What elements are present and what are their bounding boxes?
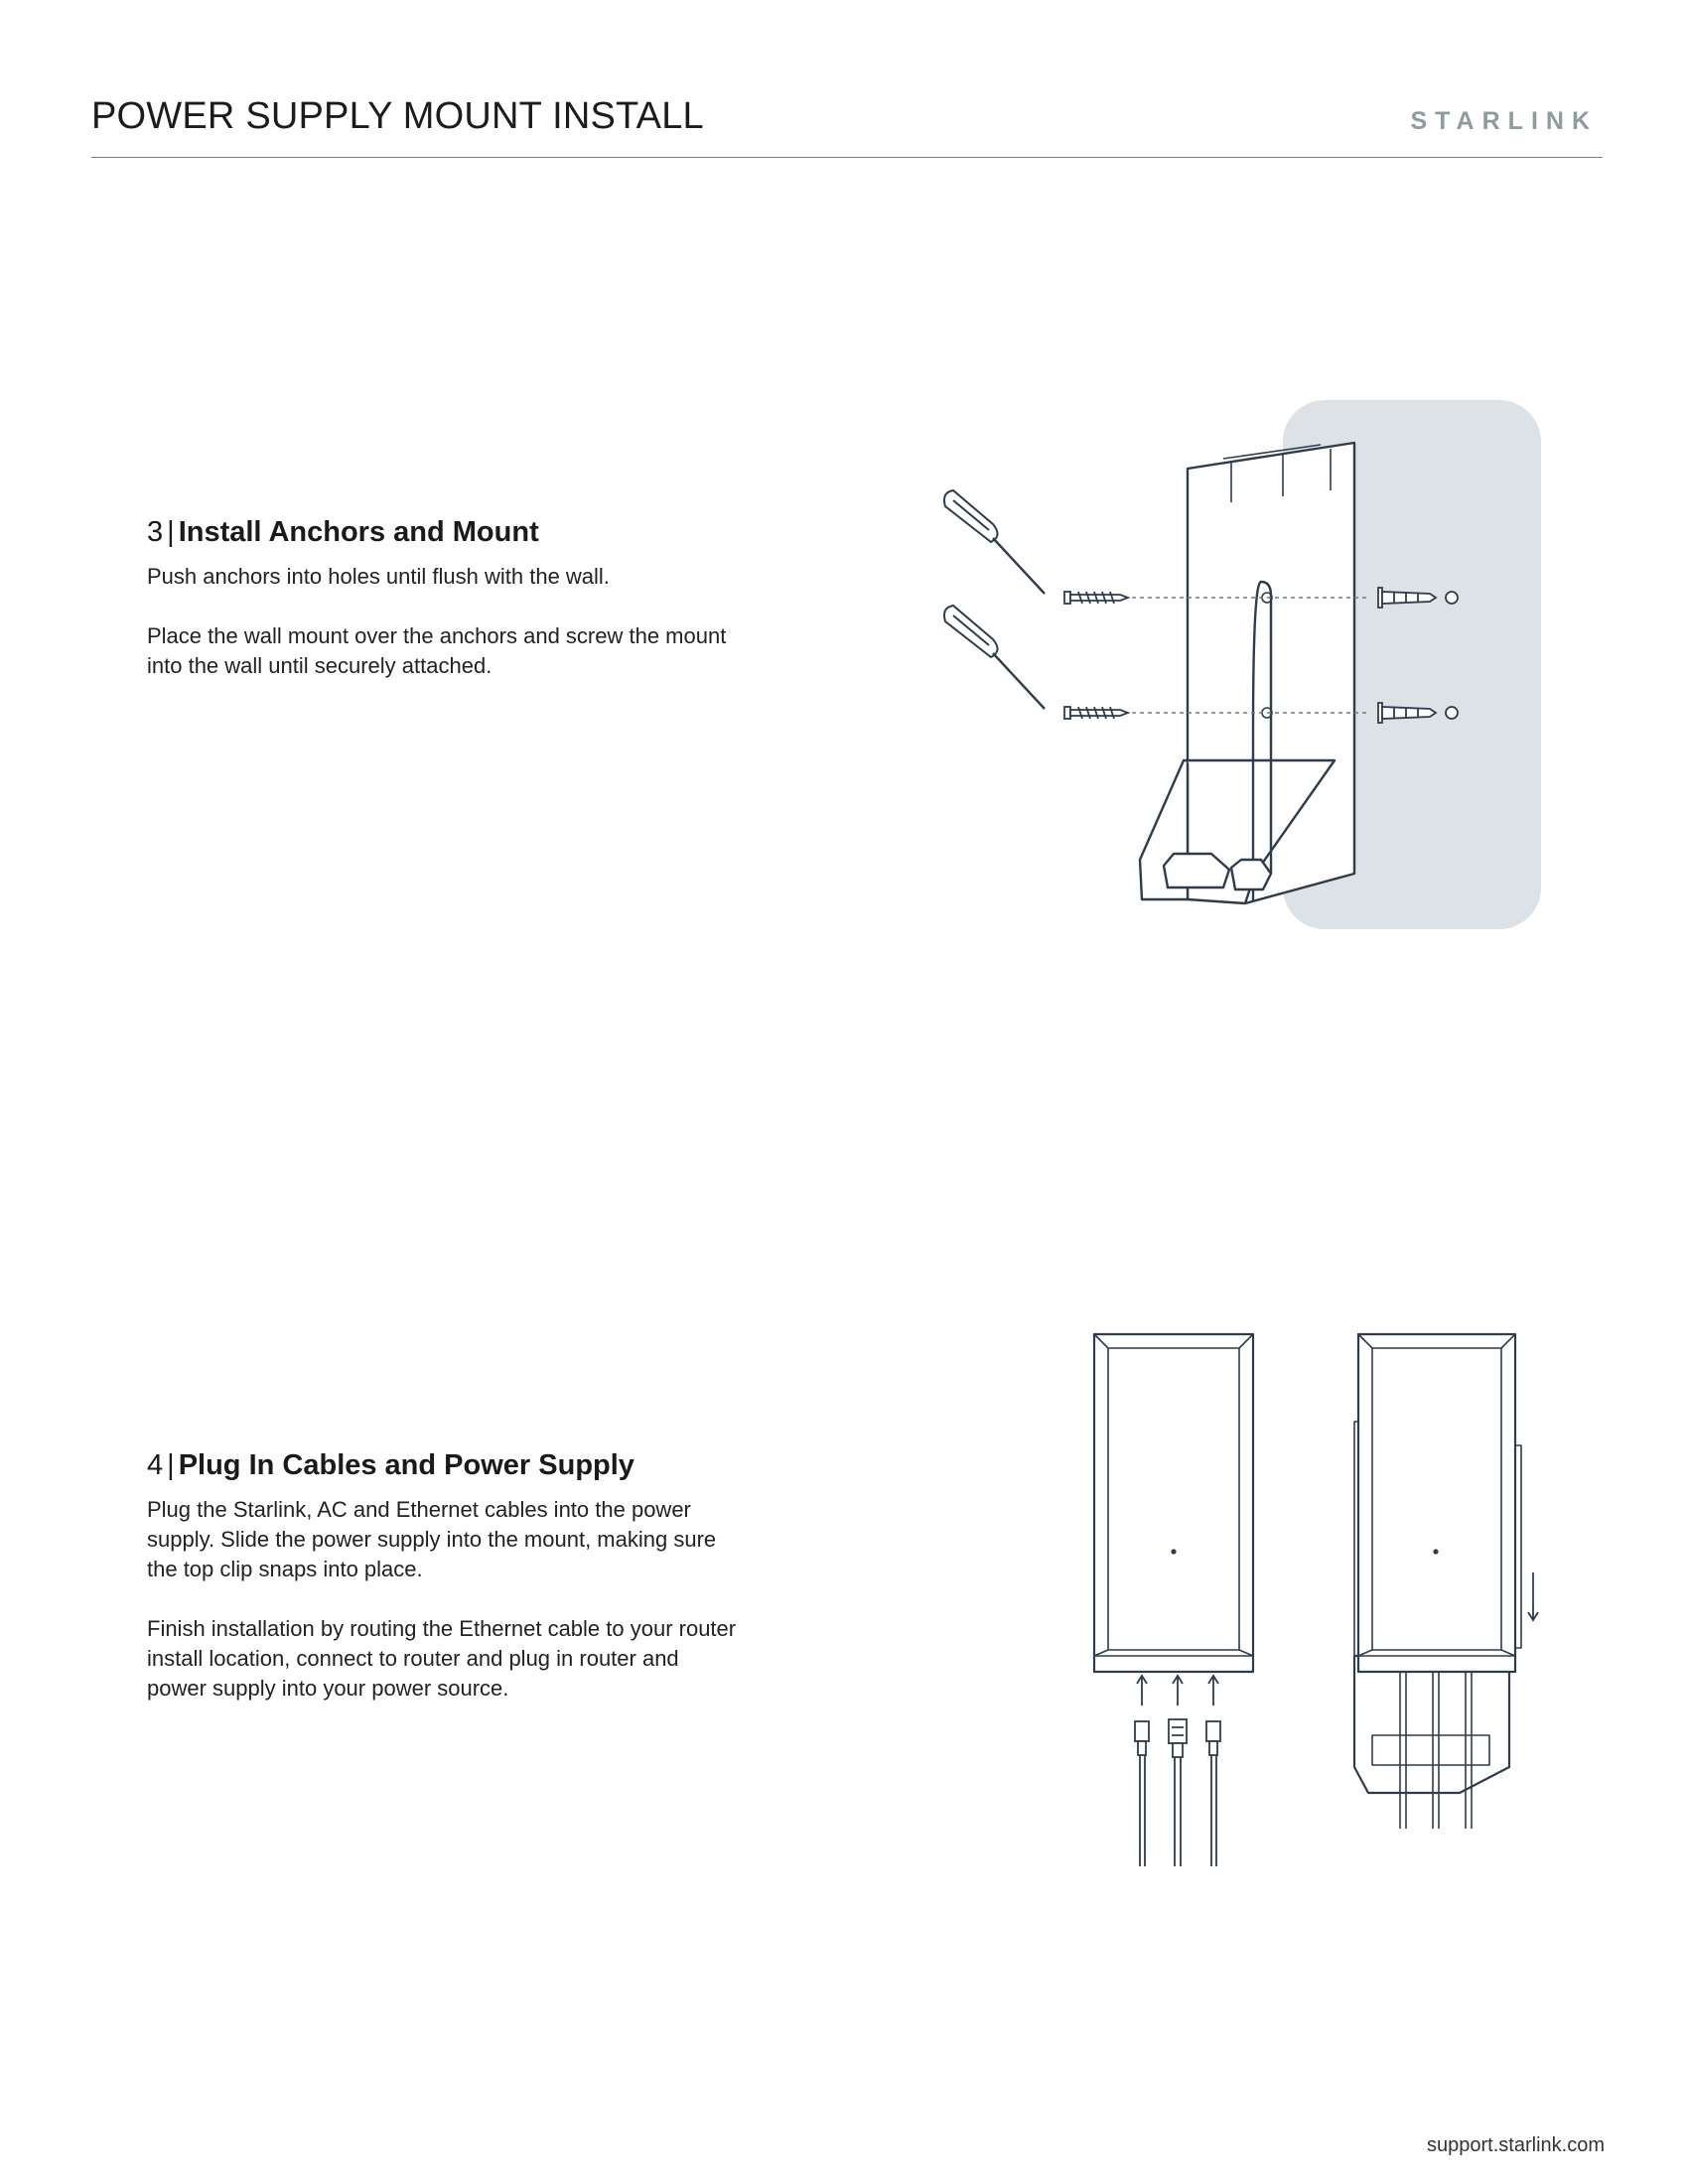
step-3-number: 3 (147, 516, 164, 548)
step-4-separator: | (167, 1449, 175, 1481)
step-3-heading (147, 514, 743, 550)
mount-install-illustration (933, 397, 1549, 953)
screw-icon (1064, 592, 1128, 604)
wall-mount-bracket (1140, 443, 1354, 903)
power-supply-install-illustration (1082, 1320, 1539, 1876)
screw-icon (1064, 707, 1128, 719)
cable-plug-icon (1135, 1719, 1220, 1866)
step-4-section (147, 1447, 743, 1733)
header-divider (91, 157, 1603, 158)
step-3-separator: | (167, 516, 175, 548)
installed-power-supply (1354, 1334, 1521, 1829)
step-4-number: 4 (147, 1449, 164, 1481)
arrow-up-icon (1137, 1676, 1218, 1706)
power-supply-unit (1094, 1334, 1253, 1672)
step-4-title: Plug In Cables and Power Supply (178, 1449, 634, 1481)
step-4-heading (147, 1447, 743, 1483)
step-3-section (147, 514, 743, 711)
brand-logo: STARLINK (1410, 107, 1598, 135)
step-3-paragraph: Push anchors into holes until flush with the wall. (147, 564, 610, 589)
step-4-paragraph: Plug the Starlink, AC and Ethernet cables into the power supply. Slide the power supply into the mount, making sure the top clip snaps into place. (147, 1497, 717, 1581)
step-3-title: Install Anchors and Mount (178, 516, 539, 548)
arrow-down-icon (1528, 1572, 1538, 1620)
step-3-paragraph: Place the wall mount over the anchors and screw the mount into the wall until securely attached. (147, 623, 727, 678)
footer-support-link[interactable]: support.starlink.com (1427, 2134, 1605, 2156)
page-title: POWER SUPPLY MOUNT INSTALL (91, 95, 704, 137)
screwdriver-icon (944, 606, 1045, 709)
step-4-paragraph: Finish installation by routing the Ethernet cable to your router install location, connect to router and plug in router and power supply into your power source. (147, 1616, 737, 1701)
screwdriver-icon (944, 490, 1045, 594)
